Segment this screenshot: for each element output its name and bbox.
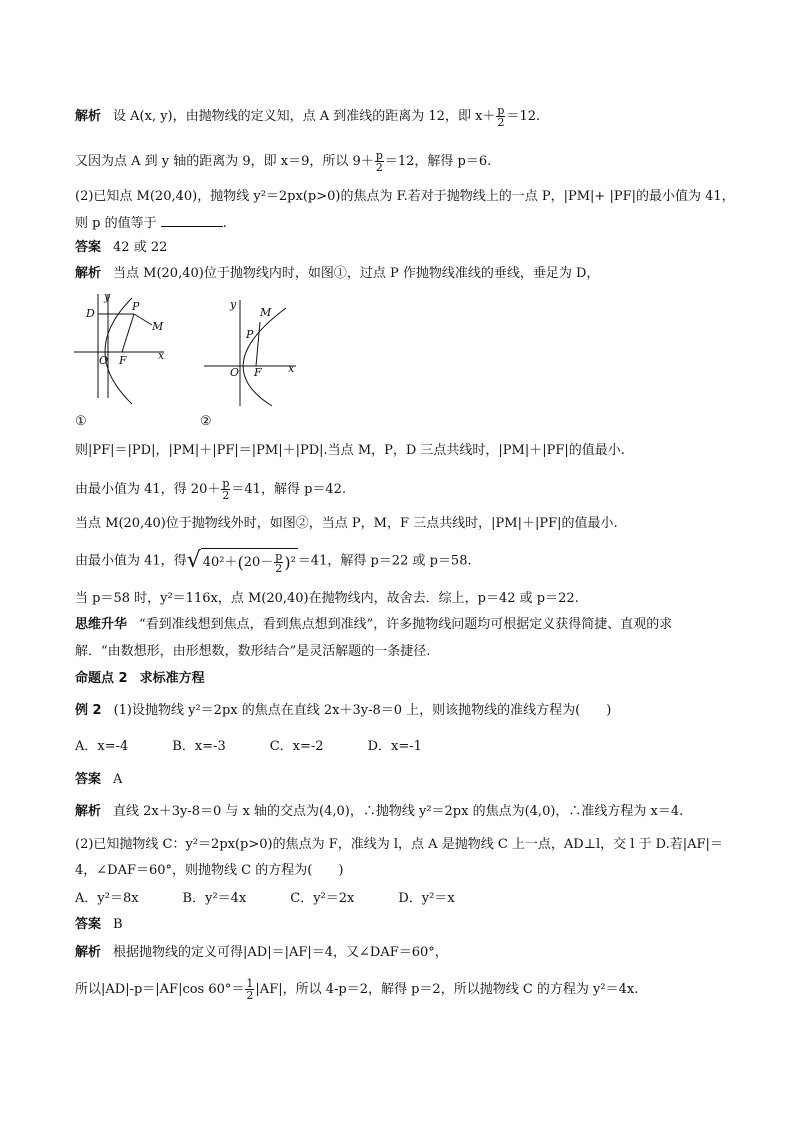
solution-line-8: 当 p＝58 时，y²＝116x，点 M(20,40)在抛物线内，故舍去．综上，p＝42 或 p＝22. xyxy=(75,591,579,606)
radicand xyxy=(201,548,298,574)
denominator: 2 xyxy=(497,116,505,129)
label-p: P xyxy=(132,300,140,313)
label-y: y xyxy=(230,298,237,311)
text: 当点 M(20,40)位于抛物线内时，如图①，过点 P 作抛物线准线的垂线，垂足为 D， xyxy=(113,266,600,281)
answer-label: 答案 xyxy=(75,772,102,787)
radical-sign: √ xyxy=(186,548,201,573)
solution-label: 解析 xyxy=(75,804,102,819)
option-b: B．y²＝4x xyxy=(182,891,247,906)
numerator: 1 xyxy=(246,977,254,990)
text: 根据抛物线的定义可得|AD|＝|AF|＝4，又∠DAF＝60°， xyxy=(113,945,448,960)
label-x: x xyxy=(158,349,165,362)
label-p: P xyxy=(246,328,254,341)
fraction xyxy=(245,978,254,1001)
text: 直线 2x＋3y-8＝0 与 x 轴的交点为(4,0)，∴抛物线 y²＝2px 的焦点为(4,0)，∴准线方程为 x＝4. xyxy=(113,804,684,819)
thinking-line-2: 解．“由数想形，由形想数，数形结合”是灵活解题的一条捷径. xyxy=(75,644,431,659)
text: ＝41，解得 p＝22 或 p＝58. xyxy=(297,553,472,569)
options-2 xyxy=(75,890,499,908)
thinking-line-1 xyxy=(75,616,672,634)
square-root xyxy=(187,548,298,574)
problem-2-line-2 xyxy=(75,214,227,233)
label-x: x xyxy=(288,362,295,375)
label-o: O xyxy=(230,366,240,379)
answer-line-2 xyxy=(75,771,122,789)
label-f: F xyxy=(254,366,262,379)
fraction xyxy=(221,478,230,501)
text: ＝12，解得 p＝6. xyxy=(384,154,492,169)
fraction xyxy=(496,105,505,128)
text: 由最小值为 41，得 20＋ xyxy=(75,482,221,497)
option-d: D．y²＝x xyxy=(398,891,455,906)
label-o: O xyxy=(99,354,109,367)
fraction xyxy=(274,551,283,574)
figure-1 xyxy=(70,290,180,409)
numerator: p xyxy=(375,149,383,162)
solution-line-11 xyxy=(75,978,638,1001)
answer-text: 42 或 22 xyxy=(113,240,168,255)
segment-mf xyxy=(256,322,260,366)
segment-pm xyxy=(134,314,152,325)
answer-line-3 xyxy=(75,916,123,934)
label-f: F xyxy=(119,354,127,367)
paren-close: ) xyxy=(284,552,291,572)
solution-line-4: 则|PF|＝|PD|，|PM|＋|PF|＝|PM|＋|PD|.当点 M，P，D 三点共线时，|PM|＋|PF|的值最小. xyxy=(75,443,625,458)
numerator: p xyxy=(222,477,230,490)
option-d: D．x=-1 xyxy=(367,739,422,754)
denominator: 2 xyxy=(275,562,283,575)
text: 40²＋ xyxy=(202,554,238,570)
option-c: C．x=-2 xyxy=(269,739,324,754)
text: 则 p 的值等于 xyxy=(75,216,157,231)
option-a: A．x=-4 xyxy=(75,739,129,754)
figure-2-diagram xyxy=(200,298,305,408)
text: (1)设抛物线 y²＝2px 的焦点在直线 2x＋3y-8＝0 上，则该抛物线的准线方程为( ) xyxy=(113,703,612,718)
solution-label: 解析 xyxy=(75,109,102,124)
figure-2-caption: ② xyxy=(200,414,212,429)
topic-heading xyxy=(75,670,205,688)
paren-open: ( xyxy=(237,552,244,572)
text: ² xyxy=(290,554,296,570)
solution-line-2 xyxy=(75,150,491,173)
example-label: 例 2 xyxy=(75,703,102,718)
numerator: p xyxy=(497,104,505,117)
figure-1-diagram xyxy=(70,290,180,405)
problem-2-line-1: (2)已知点 M(20,40)，抛物线 y²＝2px(p>0)的焦点为 F.若对于抛物线上的一点 P，|PM|+ |PF|的最小值为 41， xyxy=(75,189,735,204)
text: 所以|AD|-p＝|AF|cos 60°＝ xyxy=(75,982,245,997)
option-a: A．y²＝8x xyxy=(75,891,139,906)
denominator: 2 xyxy=(222,489,230,502)
figure-2 xyxy=(200,298,305,412)
solution-line-10 xyxy=(75,944,448,962)
segment-pf xyxy=(122,314,134,352)
answer-label: 答案 xyxy=(75,917,102,932)
answer-line xyxy=(75,239,167,257)
answer-label: 答案 xyxy=(75,240,102,255)
text: . xyxy=(222,216,227,231)
fraction xyxy=(375,150,384,173)
example-line xyxy=(75,702,611,720)
solution-line-9 xyxy=(75,803,683,821)
denominator: 2 xyxy=(375,161,383,174)
solution-line-3 xyxy=(75,265,599,283)
solution-line-6: 当点 M(20,40)位于抛物线外时，如图②，当点 P，M，F 三点共线时，|PM|＋|PF|的值最小. xyxy=(75,516,618,531)
text: |AF|，所以 4-p＝2，解得 p＝2，所以抛物线 C 的方程为 y²＝4x. xyxy=(255,982,639,997)
answer-blank xyxy=(161,214,223,227)
solution-label: 解析 xyxy=(75,945,102,960)
option-b: B．x=-3 xyxy=(172,739,226,754)
solution-line-7 xyxy=(75,548,472,574)
solution-label: 解析 xyxy=(75,266,102,281)
numerator: p xyxy=(275,550,283,563)
label-m: M xyxy=(152,320,164,333)
label-d: D xyxy=(86,307,95,320)
figure-1-caption: ① xyxy=(75,414,87,429)
text: 设 A(x, y)，由抛物线的定义知，点 A 到准线的距离为 12，即 x＋ xyxy=(113,109,496,124)
label-y: y xyxy=(104,290,111,303)
text: 又因为点 A 到 y 轴的距离为 9，即 x＝9，所以 9＋ xyxy=(75,154,374,169)
text: ＝41，解得 p＝42. xyxy=(231,482,347,497)
solution-line-5 xyxy=(75,478,346,501)
text: ＝12. xyxy=(506,109,541,124)
solution-line-1 xyxy=(75,105,540,128)
problem-line-3: (2)已知抛物线 C：y²＝2px(p>0)的焦点为 F，准线为 l，点 A 是抛物线 C 上一点，AD⊥l，交 l 于 D.若|AF|＝ xyxy=(75,837,723,852)
text: 20－ xyxy=(243,554,274,570)
denominator: 2 xyxy=(246,989,254,1002)
label-m: M xyxy=(260,306,272,319)
thinking-label: 思维升华 xyxy=(75,617,128,632)
problem-line-4: 4，∠DAF＝60°，则抛物线 C 的方程为( ) xyxy=(75,863,344,878)
options-1 xyxy=(75,738,466,756)
topic-title: 求标准方程 xyxy=(139,671,205,686)
topic-label: 命题点 2 xyxy=(75,671,128,686)
text: “看到准线想到焦点，看到焦点想到准线”，许多抛物线问题均可根据定义获得简捷、直观的求 xyxy=(139,617,673,632)
text: 由最小值为 41，得 xyxy=(75,553,187,569)
parabola xyxy=(243,308,286,406)
answer-text: A xyxy=(113,772,123,787)
answer-text: B xyxy=(113,917,123,932)
option-c: C．y²＝2x xyxy=(290,891,355,906)
